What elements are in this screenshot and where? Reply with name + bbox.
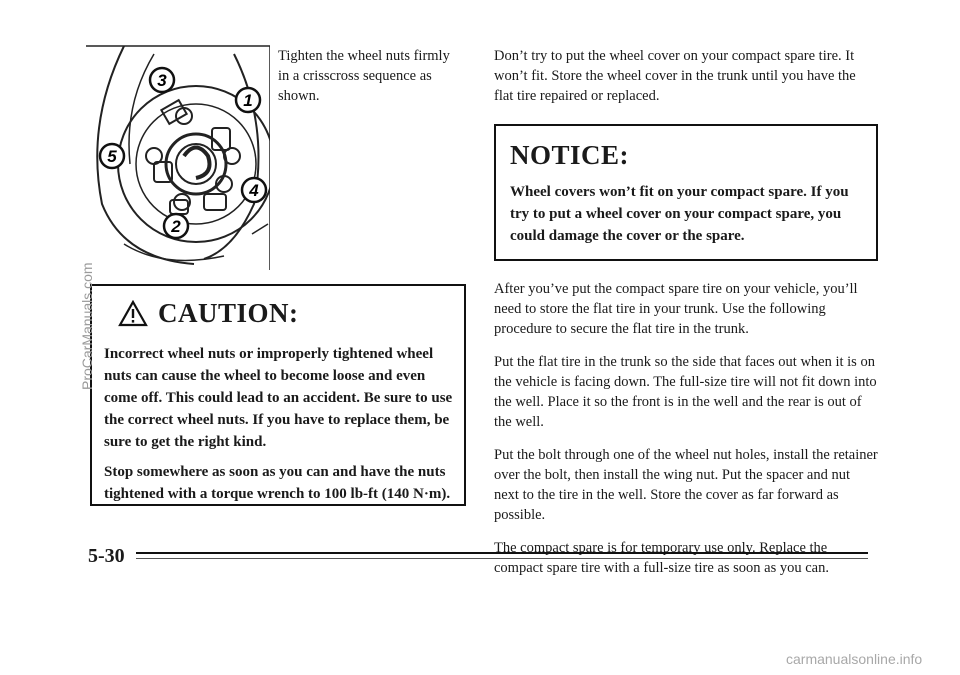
body-paragraph: Put the flat tire in the trunk so the side that faces out when it is on the vehicle is facing down. The full-size tire will not fit down into the well. Place it so the front is in the well and the rear is out of the well.: [494, 354, 877, 430]
body-paragraph: The compact spare is for temporary use only. Replace the compact spare tire with a full-size tire as soon as you can.: [494, 540, 829, 576]
notice-body: Wheel covers won’t fit on your compact spare. If you try to put a wheel cover on your compact spare, you could damage the cover or the spare.: [510, 184, 849, 244]
body-paragraph: Put the bolt through one of the wheel nut holes, install the retainer over the bolt, then install the wing nut. Put the spacer and nut next to the tire in the well. Store the cover as far forward as possible.: [494, 447, 878, 523]
side-watermark: ProCarManuals.com: [79, 262, 95, 390]
footer-rule: [136, 552, 868, 554]
wheel-cover-paragraph: Don’t try to put the wheel cover on your compact spare tire. It won’t fit. Store the wheel cover in the trunk until you have the flat tire repaired or replaced.: [494, 48, 856, 104]
svg-text:3: 3: [157, 71, 167, 90]
svg-text:2: 2: [171, 217, 181, 236]
caution-paragraph: Stop somewhere as soon as you can and have the nuts tightened with a torque wrench to 100 lb-ft (140 N·m).: [104, 464, 451, 502]
caution-paragraph: Incorrect wheel nuts or improperly tightened wheel nuts can cause the wheel to become loose and even come off. This could lead to an accident. Be sure to use the correct wheel nuts. If you have to replace them, be sure to get the right kind.: [104, 346, 453, 450]
sequence-label-3: [150, 68, 174, 92]
sequence-label-2: [164, 214, 188, 238]
warning-triangle-icon: [118, 300, 148, 327]
caution-box: [90, 284, 466, 506]
body-paragraph: After you’ve put the compact spare tire on your vehicle, you’ll need to store the flat tire in your trunk. Use the following procedure to secure the flat tire in the trunk.: [494, 281, 858, 337]
notice-box: [494, 124, 878, 261]
caution-header: [104, 298, 454, 329]
footer-rule-thin: [136, 558, 868, 559]
tighten-instructions: Tighten the wheel nuts firmly in a crisscross sequence as shown.: [278, 48, 450, 104]
notice-title: NOTICE:: [510, 140, 630, 170]
page-number: 5-30: [88, 545, 125, 567]
caution-title: CAUTION:: [158, 298, 299, 328]
sequence-label-4: [242, 178, 266, 202]
right-column: [494, 46, 878, 591]
sequence-label-5: [100, 144, 124, 168]
svg-text:5: 5: [107, 147, 117, 166]
svg-text:4: 4: [249, 181, 259, 200]
bottom-watermark: carmanualsonline.info: [786, 651, 923, 667]
wheel-nut-sequence-diagram: [84, 44, 270, 270]
svg-text:1: 1: [243, 91, 253, 110]
sequence-label-1: [236, 88, 260, 112]
